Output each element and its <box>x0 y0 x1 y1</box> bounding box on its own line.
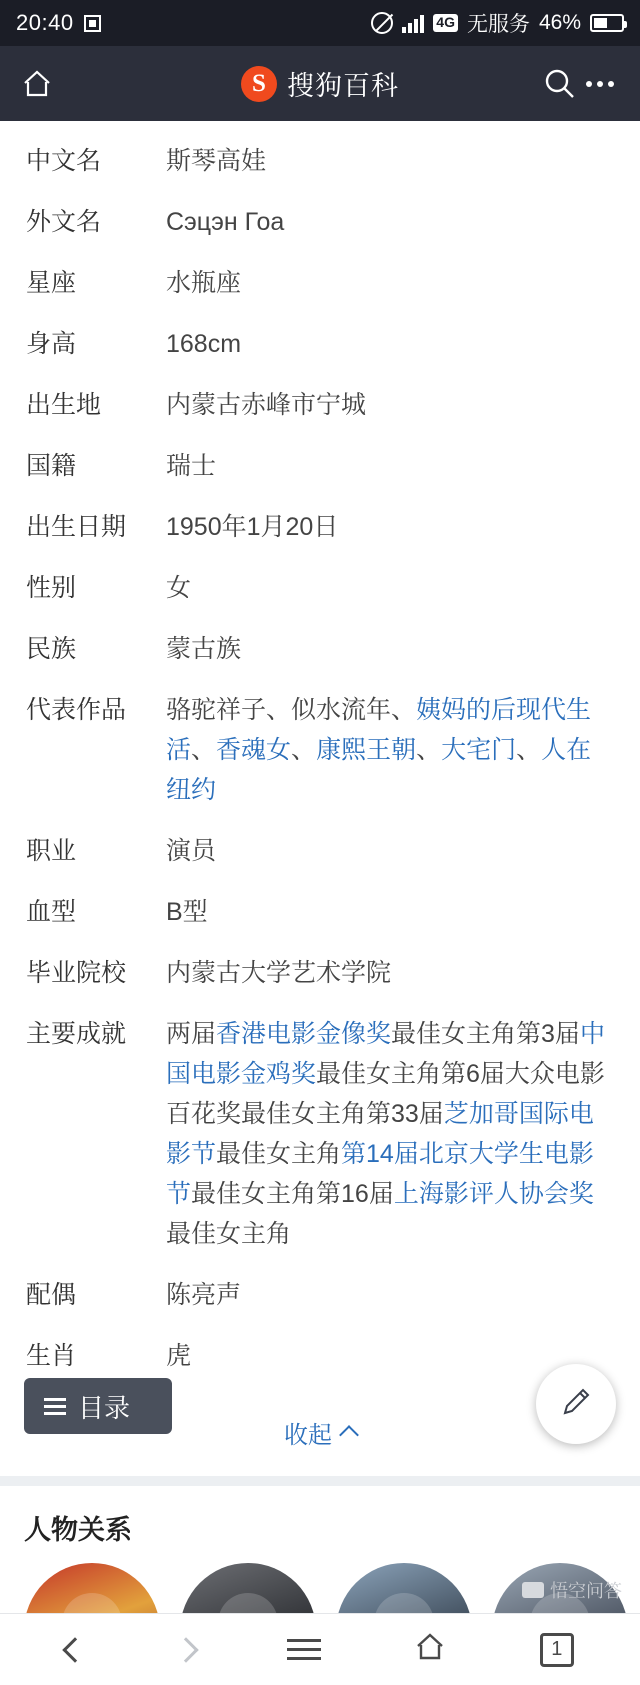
status-bar-right <box>371 8 624 38</box>
menu-icon <box>287 1639 321 1660</box>
ach-seg-link[interactable]: 第14届北京大学生电影节 <box>166 1140 594 1208</box>
ach-seg: 最佳女主角第6届大众电影百花奖最佳女主角第33届 <box>166 1060 605 1128</box>
row-value: 瑞士 <box>166 452 217 480</box>
row-value-link[interactable]: 陈亮声 <box>166 1281 242 1309</box>
battery-icon <box>590 14 624 32</box>
table-row <box>26 1275 614 1315</box>
row-key: 配偶 <box>26 1281 77 1309</box>
table-row <box>26 831 614 871</box>
ach-seg: 最佳女主角 <box>216 1140 342 1168</box>
row-key: 出生日期 <box>26 513 127 541</box>
section-title: 人物关系 <box>24 1515 132 1545</box>
row-key: 星座 <box>26 269 77 297</box>
browser-nav-bar <box>0 1613 640 1685</box>
row-value: 1950年1月20日 <box>166 513 339 541</box>
row-key: 民族 <box>26 635 77 663</box>
status-bar-left <box>16 10 101 36</box>
works-seg-link[interactable]: 康熙王朝 <box>316 736 417 764</box>
nav-home-button[interactable] <box>413 1630 447 1669</box>
app-header <box>0 46 640 121</box>
status-time: 20:40 <box>16 10 74 35</box>
row-key: 国籍 <box>26 452 77 480</box>
table-row <box>26 141 614 181</box>
row-key: 代表作品 <box>26 696 127 724</box>
network-type-label: 4G <box>433 14 458 31</box>
watermark <box>522 1577 622 1603</box>
nav-forward-button[interactable] <box>177 1641 195 1659</box>
ach-seg-link[interactable]: 上海影评人协会奖 <box>393 1180 594 1208</box>
ach-seg-link[interactable]: 中国电影金鸡奖 <box>166 1020 605 1088</box>
related-people-section <box>0 1486 640 1634</box>
table-row <box>26 324 614 364</box>
row-value: B型 <box>166 898 208 926</box>
works-seg-link[interactable]: 香魂女 <box>216 736 292 764</box>
works-seg: 、 <box>416 736 442 764</box>
carrier-label: 无服务 <box>466 13 530 36</box>
table-row <box>26 263 614 303</box>
edit-fab-button[interactable] <box>536 1364 616 1444</box>
row-key: 主要成就 <box>26 1020 127 1048</box>
row-value: 虎 <box>166 1342 192 1370</box>
row-key: 中文名 <box>26 147 102 175</box>
table-row <box>26 892 614 932</box>
row-value: 168cm <box>166 330 242 358</box>
sogou-logo-icon: S <box>241 66 277 102</box>
ach-seg: 最佳女主角第16届 <box>191 1180 394 1208</box>
table-row-works <box>26 690 614 810</box>
nav-back-button[interactable] <box>66 1641 84 1659</box>
row-value: 女 <box>166 574 192 602</box>
table-row <box>26 202 614 242</box>
battery-percent-label: 46% <box>538 11 581 34</box>
signal-bars-icon <box>402 13 424 33</box>
works-seg-link[interactable]: 人在纽约 <box>166 736 592 804</box>
ach-seg-link[interactable]: 芝加哥国际电影节 <box>166 1100 594 1168</box>
row-value: 水瓶座 <box>166 269 242 297</box>
table-row <box>26 953 614 993</box>
ach-seg: 两届 <box>166 1020 217 1048</box>
row-value-works <box>166 690 614 810</box>
collapse-label: 收起 <box>284 1422 332 1449</box>
row-value: 蒙古族 <box>166 635 242 663</box>
app-title: 搜狗百科 <box>287 71 399 101</box>
ach-seg: 最佳女主角 <box>166 1220 292 1248</box>
works-seg: 、 <box>191 736 217 764</box>
back-chevron-icon <box>62 1637 87 1662</box>
status-bar <box>0 0 640 46</box>
chevron-up-icon <box>339 1425 359 1445</box>
table-row <box>26 507 614 547</box>
search-icon[interactable] <box>540 64 580 104</box>
more-icon[interactable] <box>580 64 620 104</box>
row-value: Сэцэн Гоа <box>166 208 285 236</box>
row-key: 血型 <box>26 898 77 926</box>
row-value-achievements <box>166 1014 614 1254</box>
table-row <box>26 446 614 486</box>
row-key: 生肖 <box>26 1342 77 1370</box>
works-seg-link[interactable]: 姨妈的后现代生活 <box>166 696 592 764</box>
toc-menu-icon <box>44 1398 66 1415</box>
row-key: 身高 <box>26 330 77 358</box>
screenshot-icon <box>84 15 101 32</box>
table-row <box>26 568 614 608</box>
works-seg: 、 <box>291 736 317 764</box>
do-not-disturb-icon <box>371 12 393 34</box>
row-key: 毕业院校 <box>26 959 127 987</box>
row-value-link[interactable]: 内蒙古赤峰市宁城 <box>166 391 367 419</box>
row-key: 性别 <box>26 574 77 602</box>
watermark-label: 悟空问答 <box>550 1581 622 1601</box>
header-home-icon[interactable] <box>20 67 54 101</box>
row-value: 演员 <box>166 837 217 865</box>
row-key: 出生地 <box>26 391 102 419</box>
ach-seg-link[interactable]: 香港电影金像奖 <box>216 1020 392 1048</box>
table-row <box>26 629 614 669</box>
table-row <box>26 1336 614 1376</box>
works-seg: 、 <box>516 736 542 764</box>
tabs-count-badge: 1 <box>540 1633 574 1667</box>
toc-label: 目录 <box>78 1392 131 1423</box>
table-row-achievements <box>26 1014 614 1254</box>
row-value-link[interactable]: 内蒙古大学艺术学院 <box>166 959 392 987</box>
section-divider <box>0 1476 640 1486</box>
table-row <box>26 385 614 425</box>
row-key: 职业 <box>26 837 77 865</box>
pencil-icon <box>556 1382 596 1427</box>
home-icon <box>413 1630 447 1669</box>
works-seg-link[interactable]: 大宅门 <box>441 736 517 764</box>
forward-chevron-icon <box>173 1637 198 1662</box>
ach-seg: 最佳女主角第3届 <box>391 1020 580 1048</box>
works-seg: 骆驼祥子、似水流年、 <box>166 696 417 724</box>
nav-tabs-button[interactable] <box>540 1633 574 1667</box>
watermark-icon <box>522 1582 544 1598</box>
row-key: 外文名 <box>26 208 102 236</box>
nav-menu-button[interactable] <box>287 1639 321 1660</box>
row-value: 斯琴高娃 <box>166 147 267 175</box>
toc-button[interactable] <box>24 1378 172 1434</box>
infobox <box>0 121 640 1476</box>
